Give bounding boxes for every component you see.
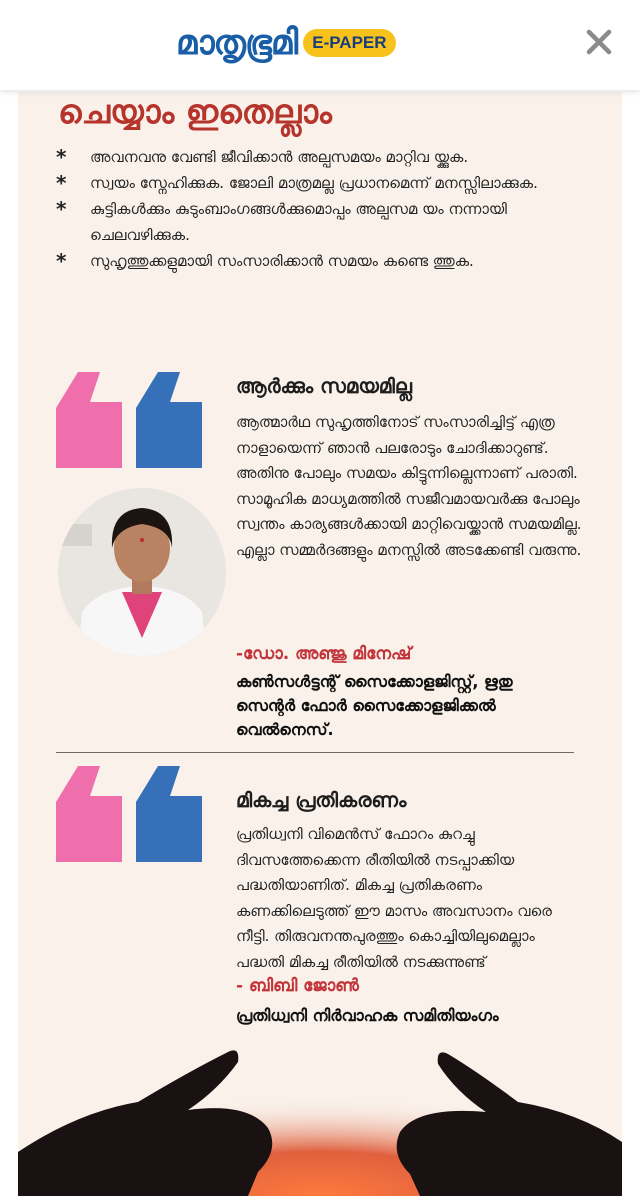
quote2-heading: മികച്ച പ്രതികരണം (236, 788, 407, 812)
quote1-body: ആത്മാർഥ സുഹൃത്തിനോട് സംസാരിച്ചിട്ട് എത്ര നാളായെന്ന് ഞാൻ പലരോടും ചോദിക്കാറുണ്ട്. അതിനു പോലും സമയം കിട്ടുന്നില്ലെന്നാണ് പരാതി. സാമൂഹിക മാധ്യമത്തിൽ സജീവമായവർക്കു പോലും സ്വന്തം കാര്യങ്ങൾക്കായി മാറ്റിവെയ്ക്കാൻ സമയമില്ല. എല്ലാ സമ്മർദങ്ങളും മനസ്സിൽ അടക്കേണ്ടി വരുന്നു. (236, 413, 582, 559)
quote1-author: -ഡോ. അഞ്ജു മിനേഷ് (236, 644, 412, 664)
list-item-text: അവനവനു വേണ്ടി ജീവിക്കാൻ അല്പസമയം മാറ്റിവ യ്ക്കുക. (90, 148, 469, 166)
section-divider (56, 752, 574, 753)
list-item (52, 248, 592, 274)
close-icon (584, 27, 614, 57)
list-item-text: കുട്ടികൾക്കും കുടുംബാംഗങ്ങൾക്കുമൊപ്പം അല്പസമ യം നന്നായി ചെലവഴിക്കുക. (90, 200, 507, 244)
quote2-author-role: പ്രതിധ്വനി നിർവാഹക സമിതിയംഗം (236, 1006, 499, 1025)
list-item-text: സുഹൃത്തുക്കളുമായി സംസാരിക്കാൻ സമയം കണ്ടെ ത്തുക. (90, 252, 474, 270)
app-header (0, 0, 640, 90)
list-item-text: സ്വയം സ്നേഹിക്കുക. ജോലി മാത്രമല്ല പ്രധാനമെന്ന് മനസ്സിലാക്കുക. (90, 174, 538, 192)
quote2-author: - ബിബി ജോൺ (236, 976, 359, 996)
article-title: ചെയ്യാം ഇതെല്ലാം (58, 92, 332, 131)
bullet-star-icon: * (56, 171, 67, 195)
bullet-star-icon: * (56, 197, 67, 221)
quote-marks-icon (56, 766, 206, 862)
close-button[interactable] (576, 22, 622, 62)
quote-marks-icon (56, 372, 206, 468)
quote1-author-role: കൺസൾട്ടന്റ് സൈക്കോളജിസ്റ്റ്, ഋതു സെന്റർ ഫോർ സൈക്കോളജിക്കൽ വെൽനെസ്. (236, 672, 513, 739)
list-item (52, 144, 592, 170)
logo-wordmark: മാതൃഭൂമി (176, 23, 298, 63)
list-item (52, 170, 592, 196)
tips-list (52, 144, 592, 274)
list-item (52, 196, 592, 248)
author-photo (58, 488, 226, 656)
hands-illustration (18, 1032, 622, 1196)
mathrubhumi-logo[interactable] (176, 18, 396, 68)
epaper-badge: E-PAPER (303, 29, 395, 57)
quote2-body: പ്രതിധ്വനി വിമെൻസ് ഫോറം കുറച്ചു ദിവസത്തേക്കെന്ന രീതിയിൽ നടപ്പാക്കിയ പദ്ധതിയാണിത്. മികച്ച പ്രതികരണം കണക്കിലെടുത്ത് ഈ മാസം അവസാനം വരെ നീട്ടി. തിരുവനന്തപുരത്തും കൊച്ചിയിലുമെല്ലാം പദ്ധതി മികച്ച രീതിയിൽ നടക്കുന്നുണ്ട് (236, 825, 552, 971)
bullet-star-icon: * (56, 145, 67, 169)
bullet-star-icon: * (56, 249, 67, 273)
quote1-heading: ആർക്കും സമയമില്ല (236, 374, 412, 398)
epaper-article-clipping[interactable] (18, 92, 622, 1196)
